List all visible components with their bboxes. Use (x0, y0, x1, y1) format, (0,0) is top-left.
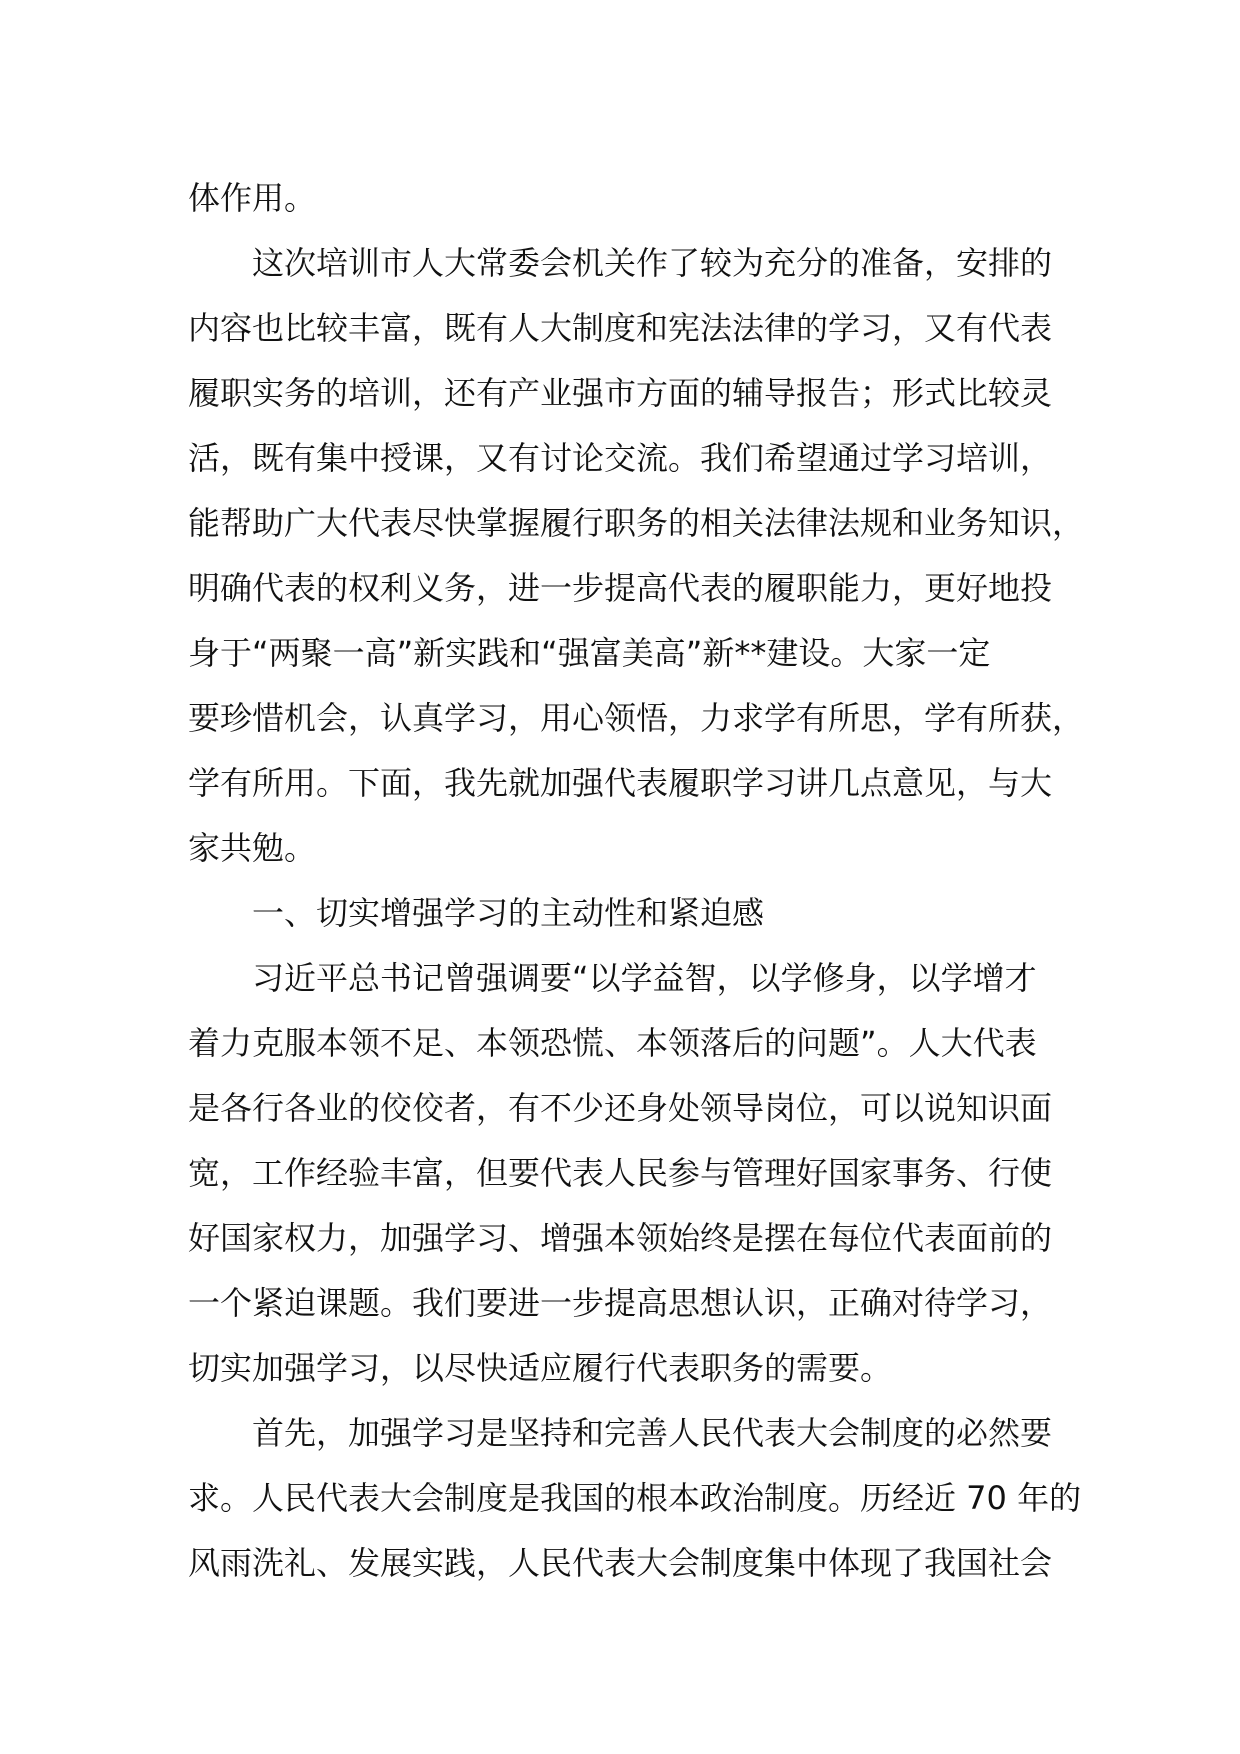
text-line: 能帮助广大代表尽快掌握履行职务的相关法律法规和业务知识， (188, 504, 1085, 542)
text-line: 内容也比较丰富，既有人大制度和宪法法律的学习，又有代表 (188, 309, 1053, 347)
text-line: 首先，加强学习是坚持和完善人民代表大会制度的必然要 (188, 1414, 1053, 1452)
text-line: 好国家权力，加强学习、增强本领始终是摆在每位代表面前的 (188, 1219, 1053, 1257)
text-line: 体作用。 (188, 179, 317, 217)
text-line: 一个紧迫课题。我们要进一步提高思想认识，正确对待学习， (188, 1284, 1053, 1322)
document-body (188, 166, 1088, 1596)
text-line: 是各行各业的佼佼者，有不少还身处领导岗位，可以说知识面 (188, 1089, 1053, 1127)
text-line: 习近平总书记曾强调要“以学益智，以学修身，以学增才 (188, 959, 1037, 997)
text-line: 明确代表的权利义务，进一步提高代表的履职能力，更好地投 (188, 569, 1053, 607)
text-line: 家共勉。 (188, 829, 317, 867)
text-line: 学有所用。下面，我先就加强代表履职学习讲几点意见，与大 (188, 764, 1053, 802)
text-line: 这次培训市人大常委会机关作了较为充分的准备，安排的 (188, 244, 1053, 282)
text-line: 切实加强学习，以尽快适应履行代表职务的需要。 (188, 1349, 893, 1387)
text-line: 宽，工作经验丰富，但要代表人民参与管理好国家事务、行使 (188, 1154, 1053, 1192)
text-line: 要珍惜机会，认真学习，用心领悟，力求学有所思，学有所获， (188, 699, 1085, 737)
section-heading: 一、切实增强学习的主动性和紧迫感 (188, 894, 765, 932)
text-line: 求。人民代表大会制度是我国的根本政治制度。历经近 70 年的 (188, 1479, 1082, 1517)
text-line: 身于“两聚一高”新实践和“强富美高”新**建设。大家一定 (188, 634, 991, 672)
text-line: 风雨洗礼、发展实践，人民代表大会制度集中体现了我国社会 (188, 1544, 1053, 1582)
text-line: 活，既有集中授课，又有讨论交流。我们希望通过学习培训， (188, 439, 1053, 477)
text-line: 着力克服本领不足、本领恐慌、本领落后的问题”。人大代表 (188, 1024, 1037, 1062)
text-line: 履职实务的培训，还有产业强市方面的辅导报告；形式比较灵 (188, 374, 1053, 412)
